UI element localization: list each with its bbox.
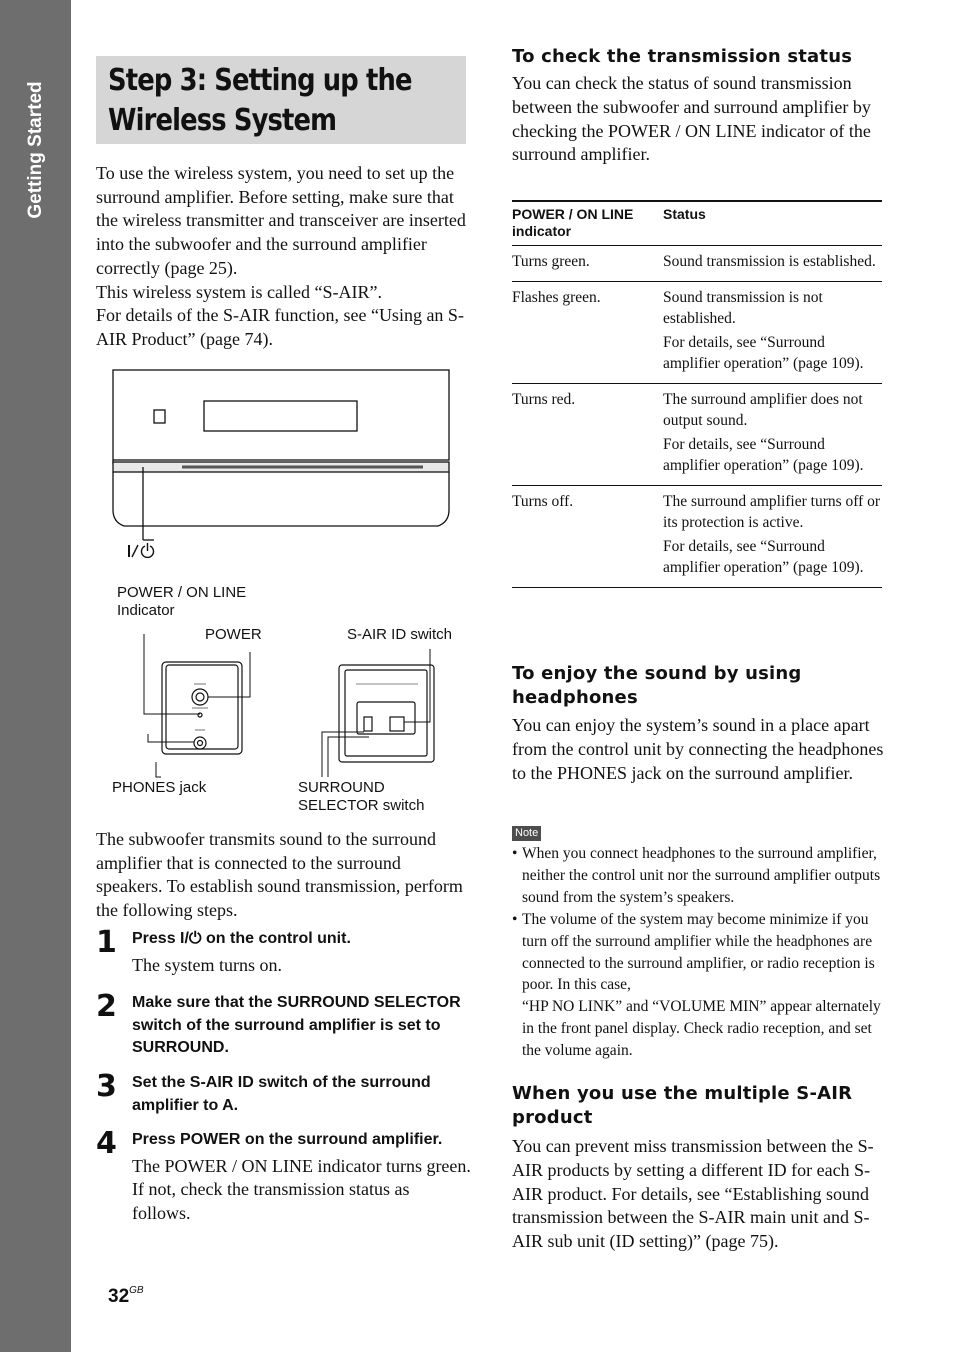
page-number-suffix: GB (129, 1285, 144, 1296)
status-detail: For details, see “Surround amplifier operation” (page 109). (663, 333, 864, 372)
table-row (512, 281, 882, 383)
rear-panel-drawing (339, 665, 434, 762)
step-heading: Make sure that the SURROUND SELECTOR switch of the surround amplifier is set to SURROUND. (132, 994, 461, 1056)
step-body: The POWER / ON LINE indicator turns green. If not, check the transmission status as follows. (132, 1155, 471, 1223)
check-heading: To check the transmission status (512, 46, 853, 67)
headphones-paragraph: You can enjoy the system’s sound in a place apart from the control unit by connecting the headphones to the PHONES jack on the surround amplifier. (512, 715, 884, 783)
status-detail: For details, see “Surround amplifier operation” (page 109). (663, 435, 864, 474)
note-item (512, 843, 884, 909)
indicator-cell: Turns green. (512, 246, 663, 282)
check-paragraph: You can check the status of sound transmission between the subwoofer and surround amplifier by checking the POWER / ON LINE indicator of the surround amplifier. (512, 73, 871, 165)
headphones-body (512, 714, 884, 785)
step-number: 3 (96, 1069, 117, 1104)
status-text: The surround amplifier does not output sound. (663, 390, 863, 429)
step-2 (96, 989, 471, 1060)
step-number: 2 (96, 989, 117, 1024)
transmission-intro (96, 828, 471, 923)
table-row (512, 246, 882, 282)
status-table (512, 200, 882, 588)
step-1 (96, 925, 471, 977)
control-unit-drawing (113, 370, 449, 540)
intro-paragraph: To use the wireless system, you need to set up the surround amplifier. Before setting, make sure that the wireless transmitter and transceiver are inserted into the subwoofer and the surround amplifier correctly (page 25). (96, 163, 466, 278)
status-text: Sound transmission is not established. (663, 288, 823, 327)
multiple-body (512, 1135, 884, 1254)
page-number-value: 32 (108, 1286, 130, 1307)
phones-jack-label: PHONES jack (112, 779, 207, 796)
table-row (512, 383, 882, 485)
section-label: Getting Started (25, 81, 46, 219)
status-cell (663, 246, 882, 282)
step-3 (96, 1069, 471, 1117)
sair-id-switch-label: S-AIR ID switch (347, 626, 453, 643)
step-4 (96, 1126, 471, 1226)
indicator-cell: Turns red. (512, 383, 663, 485)
power-symbol-drawing (129, 543, 154, 557)
intro-paragraph: This wireless system is called “S-AIR”. (96, 281, 382, 302)
step-heading: Set the S-AIR ID switch of the surround amplifier to A. (132, 1074, 431, 1114)
transmission-paragraph: The subwoofer transmits sound to the surround amplifier that is connected to the surround speakers. To establish sound transmission, perform the following steps. (96, 829, 463, 921)
surround-selector-label: SURROUND SELECTOR switch (298, 779, 425, 814)
intro-paragraph: For details of the S-AIR function, see “Using an S-AIR Product” (page 74). (96, 305, 464, 349)
step-number: 4 (96, 1126, 117, 1161)
headphones-heading: To enjoy the sound by using headphones (512, 663, 802, 708)
table-row (512, 485, 882, 587)
multiple-paragraph: You can prevent miss transmission between the S-AIR products by setting a different ID for each S-AIR product. For details, see “Establishing sound transmission between the S-AIR main unit and S-AIR sub unit (ID setting)” (page 75). (512, 1136, 874, 1252)
intro-text (96, 162, 471, 352)
setup-figure (96, 362, 476, 822)
note-item (512, 909, 884, 1062)
status-detail: For details, see “Surround amplifier operation” (page 109). (663, 537, 864, 576)
status-cell (663, 383, 882, 485)
note-list (512, 843, 884, 1062)
check-body (512, 72, 884, 167)
note-text-continued: “HP NO LINK” and “VOLUME MIN” appear alternately in the front panel display. Check radio reception, and set the volume again. (522, 998, 881, 1060)
indicator-label: POWER / ON LINE Indicator (117, 584, 247, 619)
status-text: The surround amplifier turns off or its protection is active. (663, 492, 881, 531)
step-body: The system turns on. (132, 954, 282, 975)
note-text: • The volume of the system may become minimize if you turn off the surround amplifier while the headphones are connected to the surround amplifier, or radio reception is poor. In this case, (522, 910, 875, 994)
note-badge: Note (512, 826, 541, 841)
status-cell (663, 281, 882, 383)
section-sidebar (0, 0, 71, 1352)
step-heading: Press POWER on the surround amplifier. (132, 1131, 443, 1148)
note-text: • When you connect headphones to the surround amplifier, neither the control unit nor the surround amplifier outputs sound from the system’s speakers. (522, 845, 881, 906)
status-text: Sound transmission is established. (663, 253, 876, 270)
status-cell (663, 485, 882, 587)
indicator-cell: Turns off. (512, 485, 663, 587)
column-header-status: Status (663, 201, 882, 246)
indicator-cell: Flashes green. (512, 281, 663, 383)
step-number: 1 (96, 925, 117, 960)
multiple-heading: When you use the multiple S-AIR product (512, 1083, 853, 1128)
front-panel-drawing (162, 662, 242, 754)
step-heading: Press I/⏻ on the control unit. (132, 930, 351, 947)
page-number (108, 1285, 144, 1308)
page-title: Step 3: Setting up the Wireless System (108, 63, 412, 138)
table-header-row (512, 201, 882, 246)
column-header-indicator: POWER / ON LINE indicator (512, 201, 663, 246)
title-box (96, 56, 466, 144)
power-button-label: POWER (205, 626, 262, 643)
